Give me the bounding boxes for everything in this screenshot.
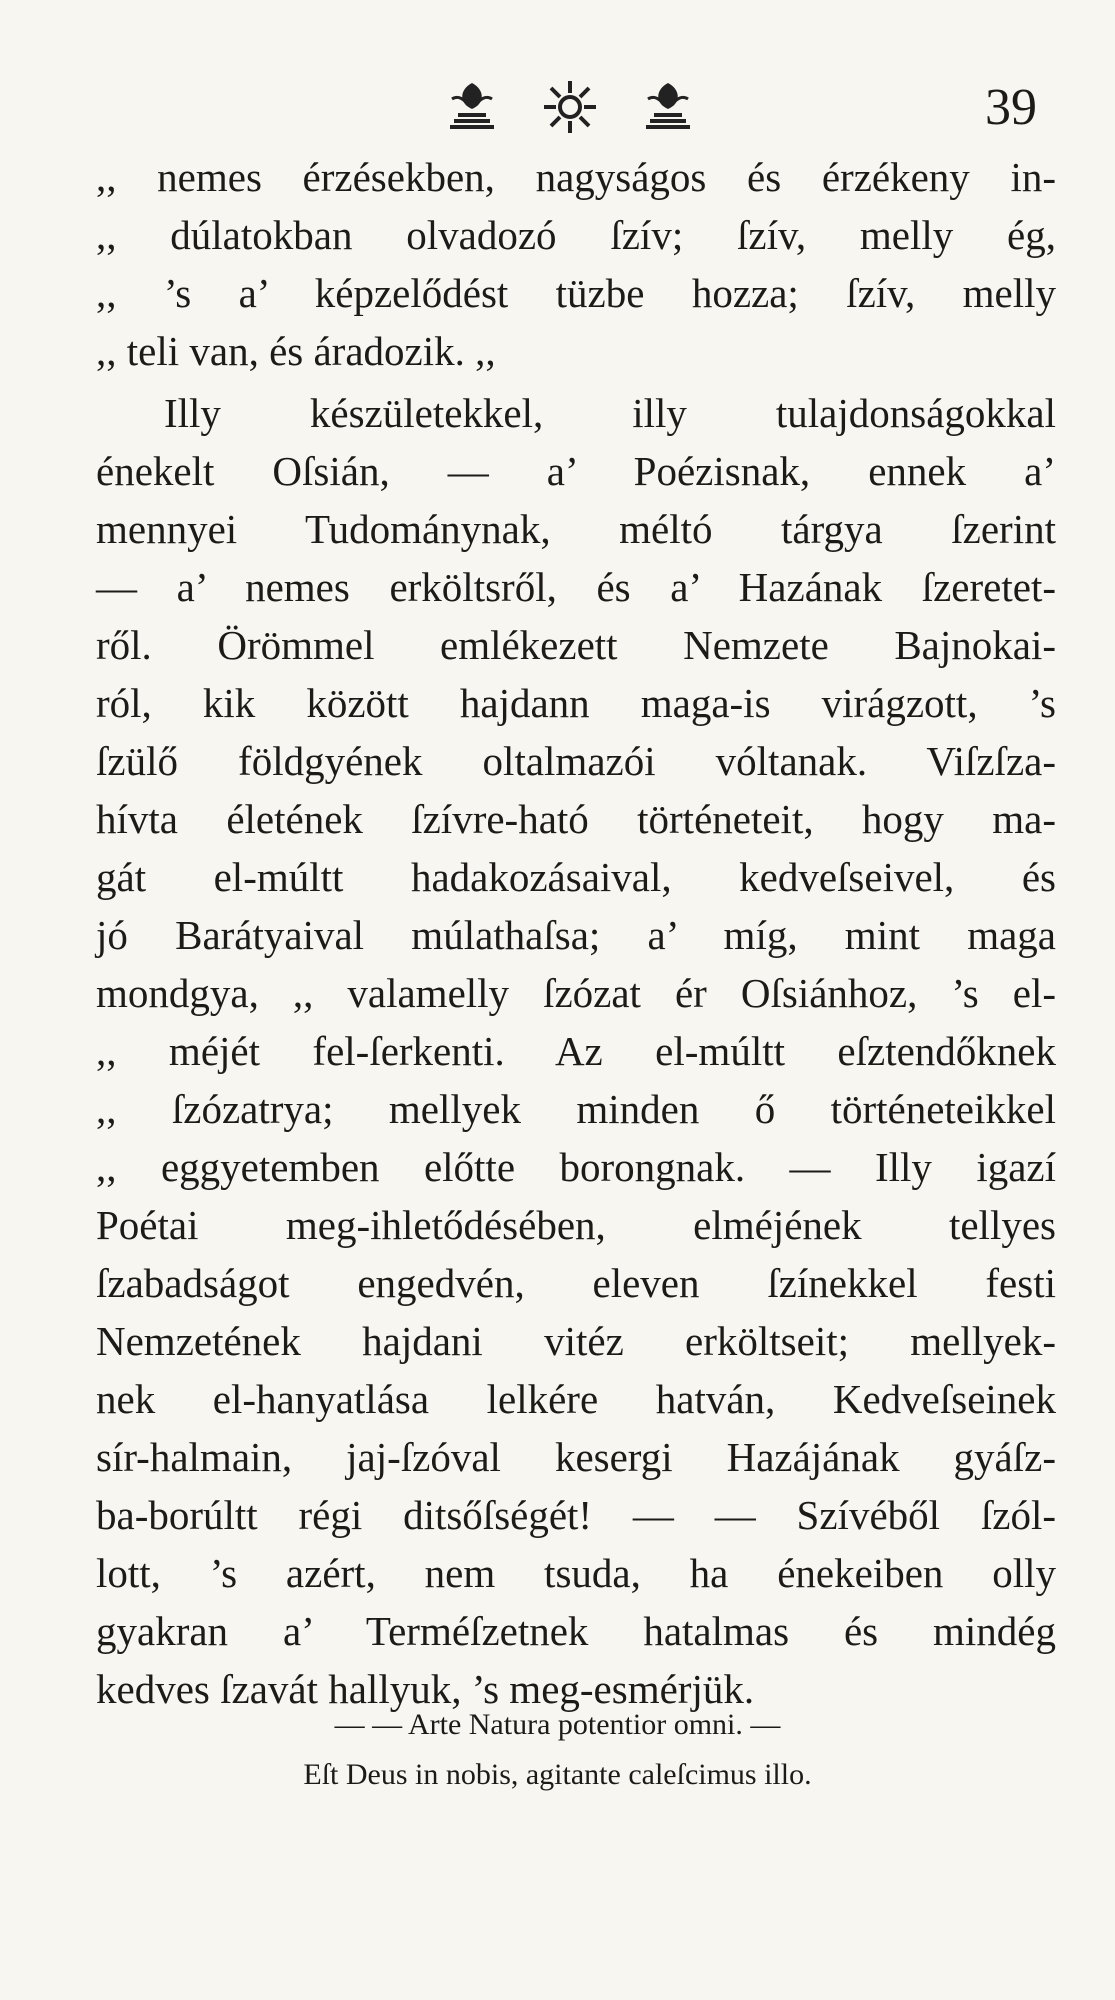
text-line: gyakran a’ Terméſzetnek hatalmas és mindég bbox=[96, 1608, 1056, 1654]
text-line: gát el-múltt hadakozásaival, kedveſseivel, és bbox=[96, 854, 1056, 900]
text-line: ſzülő földgyének oltalmazói vóltanak. Viſzſza- bbox=[96, 738, 1056, 784]
text-line: Poétai meg-ihletődésében, elméjének tellyes bbox=[96, 1202, 1056, 1248]
fleuron-center-icon bbox=[538, 75, 602, 139]
text-line: ról, kik között hajdann maga-is virágzott, ’s bbox=[96, 680, 1056, 726]
text-line: — a’ nemes erköltsről, és a’ Hazának ſzeretet- bbox=[96, 564, 1056, 610]
text-line: ről. Örömmel emlékezett Nemzete Bajnokai- bbox=[96, 622, 1056, 668]
text-line: sír-halmain, jaj-ſzóval kesergi Hazájának gyáſz- bbox=[96, 1434, 1056, 1480]
header-ornaments bbox=[440, 72, 700, 142]
text-line: Nemzetének hajdani vitéz erköltseit; mellyek- bbox=[96, 1318, 1056, 1364]
text-line: mennyei Tudománynak, méltó tárgya ſzerint bbox=[96, 506, 1056, 552]
text-line: ,, nemes érzésekben, nagyságos és érzékeny in- bbox=[96, 154, 1056, 200]
text-line: mondgya, ,, valamelly ſzózat ér Oſsiánhoz, ’s el- bbox=[96, 970, 1056, 1016]
text-line: ,, méjét fel-ſerkenti. Az el-múltt eſztendőknek bbox=[96, 1028, 1056, 1074]
latin-verse-line-1: — — Arte Natura potentior omni. — bbox=[334, 1708, 781, 1741]
text-line: Illy készületekkel, illy tulajdonságokkal bbox=[164, 390, 1056, 436]
text-line: hívta életének ſzívre-ható történeteit, hogy ma- bbox=[96, 796, 1056, 842]
latin-verse-line-2: Eſt Deus in nobis, agitante caleſcimus illo. bbox=[303, 1758, 812, 1791]
text-line: ba-borúltt régi ditsőſségét! — — Szívéből ſzól- bbox=[96, 1492, 1056, 1538]
text-line: ,, dúlatokban olvadozó ſzív; ſzív, melly ég, bbox=[96, 212, 1056, 258]
text-line: ,, eggyetemben előtte borongnak. — Illy igazí bbox=[96, 1144, 1056, 1190]
page-number: 39 bbox=[985, 79, 1037, 136]
text-line: lott, ’s azért, nem tsuda, ha énekeiben olly bbox=[96, 1550, 1056, 1596]
text-line: kedves ſzavát hallyuk, ’s meg-esmérjük. bbox=[96, 1666, 755, 1712]
fleuron-right-icon bbox=[636, 75, 700, 139]
text-line: ,, ’s a’ képzelődést tüzbe hozza; ſzív, melly bbox=[96, 270, 1056, 316]
text-line: jó Barátyaival múlathaſsa; a’ míg, mint maga bbox=[96, 912, 1056, 958]
text-line: ſzabadságot engedvén, eleven ſzínekkel festi bbox=[96, 1260, 1056, 1306]
text-line: ,, ſzózatrya; mellyek minden ő történeteikkel bbox=[96, 1086, 1056, 1132]
text-line: ,, teli van, és áradozik. ,, bbox=[96, 328, 496, 374]
text-line: nek el-hanyatlása lelkére hatván, Kedveſseinek bbox=[96, 1376, 1056, 1422]
fleuron-left-icon bbox=[440, 75, 504, 139]
text-line: énekelt Oſsián, — a’ Poézisnak, ennek a’ bbox=[96, 448, 1056, 494]
